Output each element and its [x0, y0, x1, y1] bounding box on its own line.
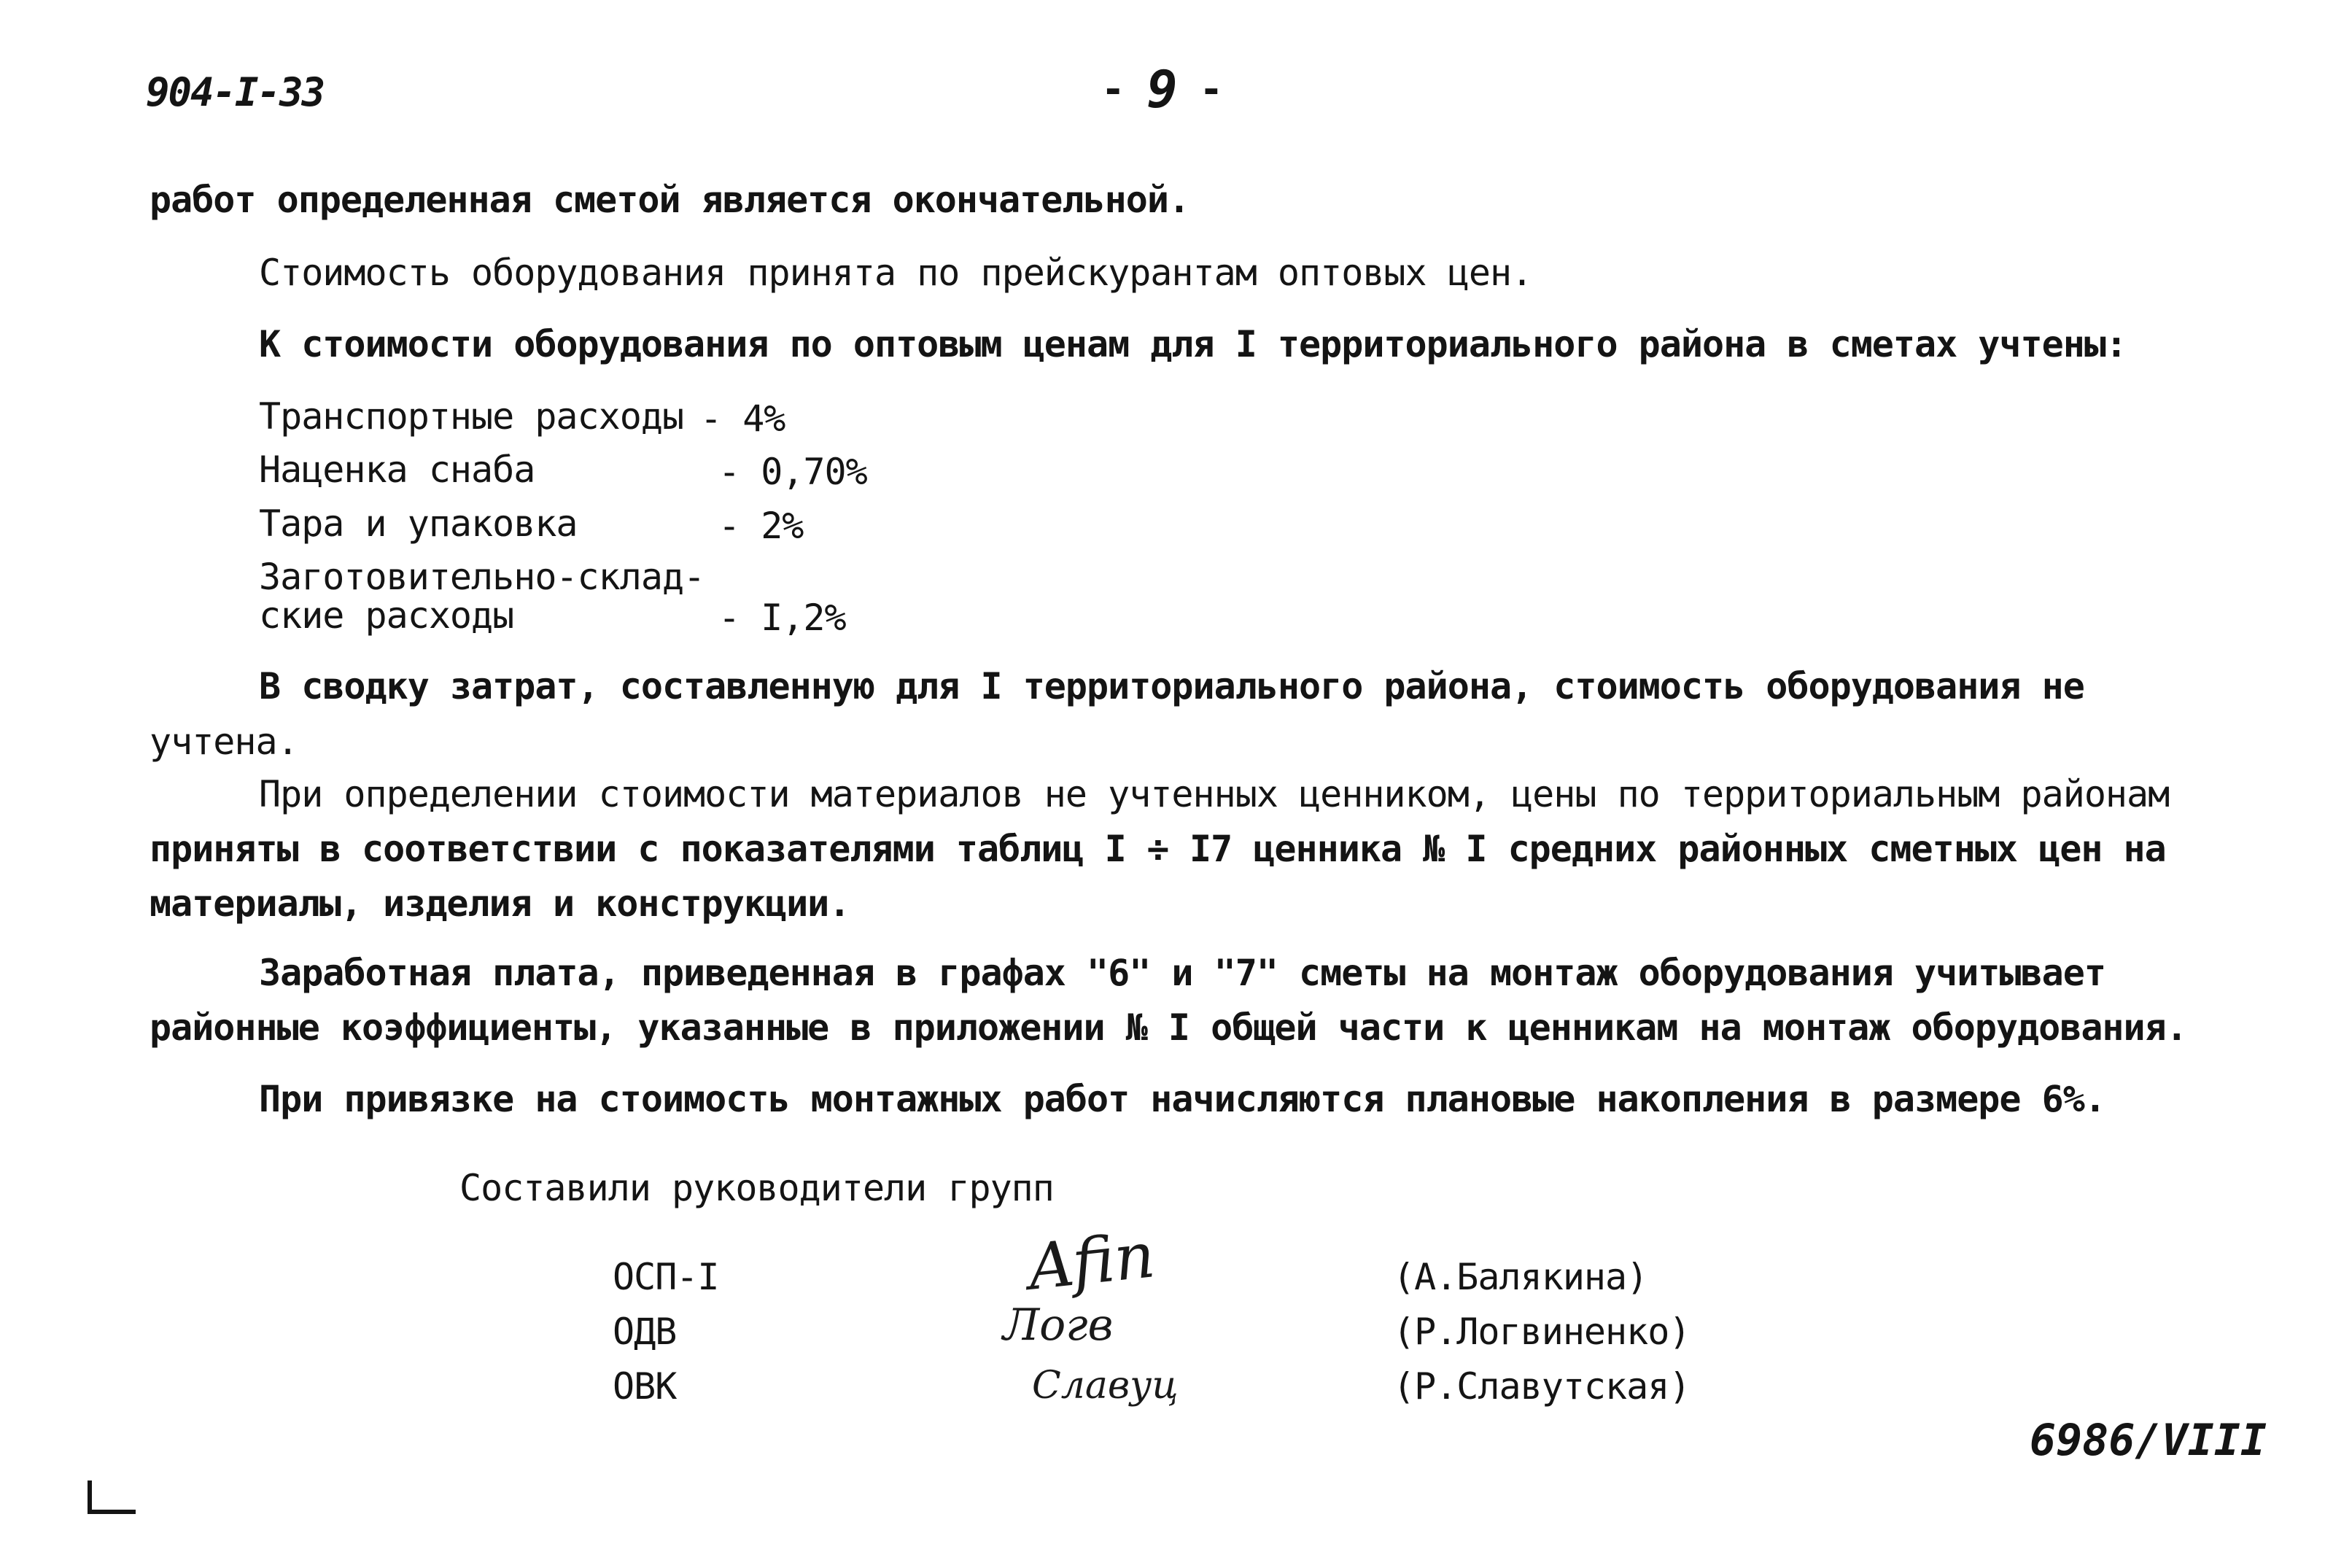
cost-item-label: Наценка снаба [259, 449, 535, 491]
cost-item-label: Заготовительно-склад- [259, 556, 705, 598]
cost-item-value: - 0,70% [718, 451, 867, 493]
document-code: 904-I-33 [146, 69, 325, 115]
signature-dept: ОВК [613, 1365, 677, 1408]
para-wage-line1: Заработная плата, приведенная в графах "6" и "7" сметы на монтаж оборудования учитывает [259, 952, 2105, 994]
para-equipment: Стоимость оборудования принята по прейскурантам оптовых цен. [259, 252, 1533, 294]
signature-balyakina: Afin [1025, 1219, 1159, 1305]
archive-stamp: 6986/VIII [2029, 1415, 2267, 1466]
para-wage-line2: районные коэффициенты, указанные в приложении № I общей части к ценникам на монтаж оборудования. [150, 1006, 2187, 1049]
para-savings: При привязке на стоимость монтажных работ начисляются плановые накопления в размере 6%. [259, 1078, 2105, 1120]
signature-dept: ОДВ [613, 1311, 677, 1353]
signature-logvinenko: Логв [1003, 1300, 1114, 1351]
cost-item-value: - 2% [718, 505, 804, 547]
text-line-intro: работ определенная сметой является окончательной. [150, 179, 1190, 221]
page-dash-left: - [1101, 66, 1125, 112]
para-summary-line2: учтена. [150, 721, 298, 763]
signatures-heading: Составили руководители групп [459, 1167, 1054, 1209]
para-materials-line1: При определении стоимости материалов не учтенных ценником, цены по территориальным районам [259, 773, 2170, 815]
para-materials-line2: приняты в соответствии с показателями таблиц I ÷ I7 ценника № I средних районных сметных цен на [150, 828, 2166, 870]
signature-dept: ОСП-I [613, 1256, 719, 1298]
page-dash-right: - [1199, 66, 1224, 112]
signature-name: (Р.Логвиненко) [1393, 1311, 1691, 1353]
page-number-block [1079, 60, 1245, 120]
para-summary-line1: В сводку затрат, составленную для I территориального района, стоимость оборудования не [259, 665, 2084, 707]
signature-name: (Р.Славутская) [1393, 1365, 1691, 1408]
cost-item-value: - I,2% [718, 597, 846, 639]
cost-item-label-cont: ские расходы [259, 594, 514, 637]
cost-item-label: Тара и упаковка [259, 502, 578, 545]
signature-slavutskaya: Славуц [1032, 1364, 1179, 1408]
page-number: 9 [1146, 60, 1178, 120]
para-materials-line3: материалы, изделия и конструкции. [150, 882, 850, 925]
cost-item-value: - 4% [700, 397, 785, 440]
cost-item-label: Транспортные расходы [259, 395, 684, 438]
para-intro-list: К стоимости оборудования по оптовым ценам для I территориального района в сметах учтены: [259, 323, 2127, 365]
signature-name: (А.Балякина) [1393, 1256, 1648, 1298]
corner-mark [88, 1480, 136, 1514]
